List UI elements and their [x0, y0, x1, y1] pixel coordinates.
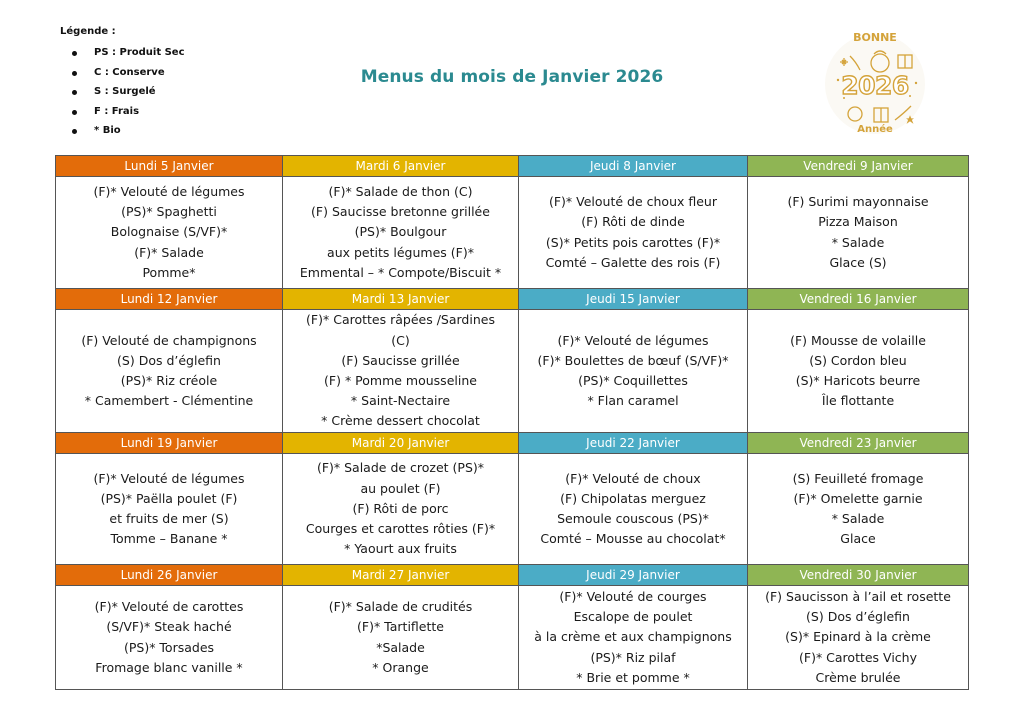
dish-item: (F) Velouté de champignons [81, 332, 257, 348]
dish-item: (F) Saucisse grillée [341, 352, 460, 368]
dish-item: (PS)* Paëlla poulet (F) [100, 490, 238, 506]
dish-item: Tomme – Banane * [110, 531, 228, 547]
dish-item: (C) [391, 332, 410, 348]
legend-item-label: PS : Produit Sec [94, 47, 185, 58]
dish-item: (F)* Velouté de carottes [94, 599, 244, 615]
logo-bottom-text: Année [857, 124, 893, 135]
week-header-row [56, 156, 969, 177]
logo-top-text: BONNE [853, 31, 897, 44]
week-header-row [56, 289, 969, 310]
dish-item: (F)* Velouté de légumes [93, 470, 245, 486]
dish-item: (S) Feuilleté fromage [792, 470, 924, 486]
dish-item: (F)* Salade [134, 244, 204, 260]
dish-item: (S)* Haricots beurre [795, 373, 921, 388]
day-header: Jeudi 15 Janvier [519, 289, 748, 310]
dish-item: * Saint-Nectaire [350, 393, 451, 409]
dish-item: * Salade [831, 234, 885, 250]
logo-year-text: 2026 [841, 71, 909, 100]
menu-table-body [56, 156, 969, 690]
dish-item: (PS)* Boulgour [354, 224, 447, 240]
dish-item: * Crème dessert chocolat [321, 413, 480, 429]
day-menu-cell [748, 454, 969, 565]
legend-item [60, 121, 185, 141]
legend-item-label: C : Conserve [94, 66, 165, 78]
week-header-row [56, 565, 969, 586]
dish-item: Escalope de poulet [573, 609, 693, 625]
dish-item: (S/VF)* Steak haché [106, 619, 232, 635]
legend-title: Légende : [60, 26, 116, 37]
day-header: Lundi 12 Janvier [56, 289, 283, 310]
dish-item: * Flan caramel [587, 393, 679, 409]
dish-item: (F)* Salade de thon (C) [328, 183, 473, 199]
dish-item: (PS)* Riz pilaf [590, 649, 676, 665]
day-menu-cell [56, 586, 283, 690]
dish-item: (F)* Velouté de choux fleur [548, 194, 717, 210]
dish-item: (F) Rôti de dinde [581, 214, 685, 230]
legend-item-label: * Bio [94, 125, 121, 136]
dish-item: Emmental – * Compote/Biscuit * [299, 264, 502, 280]
legend-item-label: F : Frais [94, 105, 140, 117]
dish-item: (F) Saucisse bretonne grillée [311, 204, 490, 220]
dish-item: (S) Dos d’églefin [806, 609, 910, 625]
menu-table [55, 155, 969, 690]
dish-item: (F)* Velouté de légumes [557, 332, 709, 348]
dish-item: (F)* Carottes Vichy [799, 649, 917, 665]
dish-item: Comté – Galette des rois (F) [545, 254, 721, 270]
dish-item: (F)* Tartiflette [357, 619, 444, 635]
dish-item: à la crème et aux champignons [534, 629, 732, 645]
day-menu-cell [519, 177, 748, 289]
bullet-icon [72, 110, 77, 115]
legend-list [60, 43, 185, 141]
dish-item: (F) Surimi mayonnaise [787, 194, 929, 210]
dish-item: (F)* Velouté de choux [565, 470, 701, 486]
week-menu-row [56, 177, 969, 289]
dish-item: Crème brulée [815, 669, 901, 685]
dish-item: (S) Dos d’églefin [117, 352, 221, 368]
day-menu-cell [748, 310, 969, 433]
dish-item: Fromage blanc vanille * [95, 659, 243, 675]
day-menu-cell [748, 177, 969, 289]
dish-item: * Brie et pomme * [576, 669, 690, 685]
dish-item: (PS)* Spaghetti [121, 204, 217, 220]
day-header: Mardi 27 Janvier [283, 565, 519, 586]
day-menu-cell [56, 177, 283, 289]
new-year-logo [820, 28, 930, 140]
dish-item: aux petits légumes (F)* [327, 244, 474, 260]
day-menu-cell [283, 177, 519, 289]
dish-item: (PS)* Torsades [123, 639, 215, 655]
bullet-icon [72, 51, 77, 56]
dish-item: * Salade [831, 511, 885, 526]
dish-item: Comté – Mousse au chocolat* [540, 531, 726, 547]
dish-item: Courges et carottes rôties (F)* [305, 521, 496, 537]
dish-item: (F)* Omelette garnie [793, 490, 923, 506]
day-header: Vendredi 9 Janvier [748, 156, 969, 177]
week-header-row [56, 433, 969, 454]
day-header: Jeudi 22 Janvier [519, 433, 748, 454]
day-menu-cell [519, 310, 748, 433]
legend-item [60, 102, 185, 122]
day-menu-cell [283, 310, 519, 433]
day-header: Jeudi 8 Janvier [519, 156, 748, 177]
dish-item: (F)* Salade de crozet (PS)* [316, 460, 485, 476]
dish-item: (F) Mousse de volaille [790, 332, 926, 348]
dish-item: Île flottante [821, 393, 895, 409]
legend-item [60, 43, 185, 63]
dish-item: au poulet (F) [360, 480, 441, 496]
day-header: Vendredi 30 Janvier [748, 565, 969, 586]
day-menu-cell [56, 454, 283, 565]
dish-item: (PS)* Coquillettes [578, 373, 688, 388]
bullet-icon [72, 90, 77, 95]
day-header: Lundi 5 Janvier [56, 156, 283, 177]
dish-item: * Camembert - Clémentine [84, 393, 254, 409]
dish-item: (F)* Velouté de courges [559, 588, 707, 604]
dish-item: et fruits de mer (S) [109, 511, 229, 526]
dish-item: (F) Saucisson à l’ail et rosette [765, 588, 951, 604]
dish-item: Pizza Maison [818, 214, 898, 230]
dish-item: Semoule couscous (PS)* [557, 511, 709, 526]
week-menu-row [56, 310, 969, 433]
day-menu-cell [519, 454, 748, 565]
day-header: Lundi 19 Janvier [56, 433, 283, 454]
day-menu-cell [283, 586, 519, 690]
dish-item: (F)* Velouté de légumes [93, 183, 245, 199]
week-menu-row [56, 586, 969, 690]
dish-item: (F) * Pomme mousseline [324, 373, 477, 388]
dish-item: Glace [840, 531, 876, 547]
day-header: Mardi 6 Janvier [283, 156, 519, 177]
dish-item: * Yaourt aux fruits [344, 541, 457, 557]
day-header: Mardi 20 Janvier [283, 433, 519, 454]
dish-item: (F)* Carottes râpées /Sardines [306, 312, 495, 328]
dish-item: (F) Chipolatas merguez [560, 490, 706, 506]
day-menu-cell [519, 586, 748, 690]
dish-item: * Orange [372, 659, 429, 675]
day-header: Mardi 13 Janvier [283, 289, 519, 310]
day-header: Vendredi 23 Janvier [748, 433, 969, 454]
dish-item: (F)* Salade de crudités [328, 599, 473, 615]
day-menu-cell [748, 586, 969, 690]
dish-item: *Salade [376, 639, 425, 655]
day-header: Lundi 26 Janvier [56, 565, 283, 586]
week-menu-row [56, 454, 969, 565]
day-header: Jeudi 29 Janvier [519, 565, 748, 586]
dish-item: Bolognaise (S/VF)* [110, 224, 228, 240]
dish-item: (S)* Petits pois carottes (F)* [545, 234, 721, 250]
day-header: Vendredi 16 Janvier [748, 289, 969, 310]
dish-item: (F)* Boulettes de bœuf (S/VF)* [537, 352, 729, 368]
dish-item: (S)* Epinard à la crème [785, 629, 931, 645]
dish-item: Glace (S) [829, 254, 887, 270]
day-menu-cell [56, 310, 283, 433]
bullet-icon [72, 129, 77, 134]
dish-item: (F) Rôti de porc [352, 500, 449, 516]
legend-item-label: S : Surgelé [94, 86, 156, 97]
dish-item: (S) Cordon bleu [809, 352, 907, 368]
dish-item: Pomme* [142, 264, 196, 280]
dish-item: (PS)* Riz créole [120, 373, 218, 388]
page-title-text: Menus du mois de Janvier 2026 [360, 67, 664, 87]
day-menu-cell [283, 454, 519, 565]
